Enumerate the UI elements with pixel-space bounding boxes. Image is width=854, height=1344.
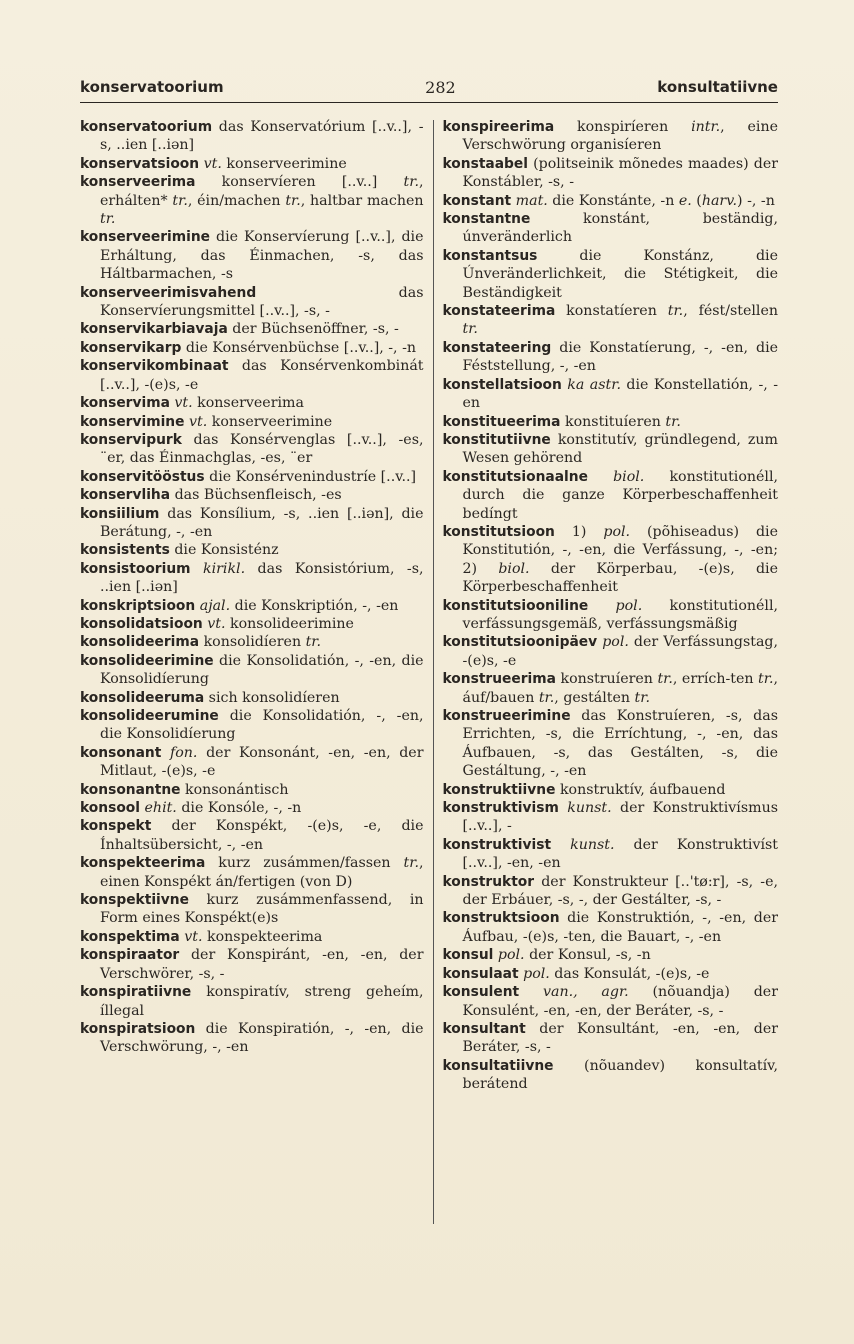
dictionary-entry [80, 394, 424, 412]
entry-headword: konsolideerima [80, 634, 200, 651]
entry-text: konserveerimine [207, 413, 333, 430]
entry-headword: konsul [442, 947, 494, 964]
dictionary-entry [80, 928, 424, 946]
dictionary-entry [443, 781, 779, 799]
entry-headword: konspiraator [80, 947, 180, 964]
dictionary-entry [80, 413, 424, 431]
entry-label: kunst. [570, 836, 615, 853]
entry-text: , einen Konspékt án/fertigen (von D) [100, 855, 424, 890]
entry-headword: konstitutsioon [442, 523, 555, 540]
dictionary-entry [80, 505, 424, 542]
dictionary-entry [443, 597, 779, 634]
entry-label: kirikl. [203, 560, 246, 577]
entry-text: der Konsultánt, -en, -en, der Beráter, -s, - [462, 1020, 778, 1056]
entry-label: tr. [634, 689, 650, 706]
entry-text [559, 800, 567, 816]
dictionary-entry [80, 173, 424, 228]
dictionary-entry [80, 1020, 424, 1057]
entry-text: die Konsisténz [169, 542, 279, 559]
dictionary-entry [443, 247, 779, 302]
left-guideword: konservatoorium [80, 78, 224, 96]
entry-headword: konsultatiivne [442, 1057, 554, 1074]
entry-label: tr. [403, 174, 419, 191]
entry-headword: konspekteerima [80, 855, 206, 872]
entry-headword: konsolidatsioon [80, 615, 203, 632]
entry-headword: konspektima [80, 928, 180, 945]
entry-text: die Konsérvenbüchse [..v..], -, -n [181, 339, 417, 356]
entry-label: tr. [285, 192, 301, 209]
entry-label: tr. [305, 634, 322, 651]
entry-text: das Konsulát, -(e)s, -e [549, 965, 710, 982]
entry-headword: konspekt [80, 818, 152, 835]
entry-label: vt. [174, 395, 193, 412]
entry-headword: konsolideerimine [80, 652, 214, 669]
dictionary-entry [80, 891, 424, 928]
header-rule [80, 102, 778, 103]
dictionary-entry [443, 523, 779, 597]
entry-label: kunst. [567, 800, 612, 817]
entry-headword: konstitutsiooniline [442, 597, 589, 614]
entry-text: konspekteerima [202, 928, 323, 945]
entry-text: der Büchsenöffner, -s, - [227, 321, 399, 338]
entry-text: konserveerimine [221, 155, 347, 172]
entry-label: harv. [701, 192, 738, 209]
entry-label: fon. [170, 744, 198, 761]
dictionary-entry [443, 873, 779, 910]
dictionary-entry [80, 744, 424, 781]
dictionary-entry [443, 633, 779, 670]
dictionary-entry [80, 431, 424, 468]
entry-label: intr. [691, 119, 721, 135]
entry-text: , éin/machen [187, 192, 286, 209]
dictionary-entry [80, 854, 424, 891]
entry-text [588, 598, 615, 614]
dictionary-entry [443, 983, 779, 1020]
entry-text: konserveerima [192, 395, 304, 412]
entry-text: 1) [554, 523, 604, 540]
entry-headword: konstitueerima [442, 413, 561, 430]
entry-label: pol. [523, 965, 550, 982]
entry-text: die Konsóle, -, -n [176, 800, 302, 817]
entry-headword: konservatsioon [80, 155, 200, 172]
entry-text: , haltbar machen [300, 192, 424, 209]
entry-label: mat. [515, 192, 548, 209]
entry-text: der Konstruktivísmus [..v..], - [462, 800, 778, 835]
entry-label: biol. [613, 468, 645, 485]
entry-text: , errích-ten [672, 671, 759, 688]
entry-text: der Konstrukteur [..'tø:r], -s, -e, der Erbáuer, -s, -, der Gestálter, -s, - [462, 873, 778, 909]
dictionary-entry [443, 670, 779, 707]
entry-headword: konspektiivne [80, 892, 189, 909]
entry-headword: konstateering [442, 339, 552, 356]
entry-text: die Konstellatión, -, -en [462, 376, 778, 412]
entry-label: van., agr. [542, 984, 629, 1001]
right-column [443, 118, 779, 1224]
entry-headword: konservitööstus [80, 468, 205, 485]
entry-text [588, 469, 613, 485]
right-guideword: konsultatiivne [657, 78, 778, 96]
dictionary-entry [80, 284, 424, 321]
entry-text [191, 561, 203, 577]
entry-label: tr. [538, 689, 555, 706]
entry-text: konstituíeren [560, 413, 666, 430]
dictionary-entry [443, 946, 779, 964]
entry-text: die Konstatíerung, -, -en, die Féststellung, -, -en [462, 339, 778, 375]
entry-headword: konstitutsioonipäev [442, 634, 598, 651]
entry-headword: konspireerima [442, 119, 555, 135]
entry-headword: konspiratsioon [80, 1020, 196, 1037]
page-header [80, 76, 778, 98]
entry-text: konservíeren [..v..] [195, 174, 404, 191]
entry-text: das Konservatórium [..v..], -s, ..ien [..iən] [100, 119, 424, 154]
entry-label: ka astr. [567, 376, 621, 393]
dictionary-entry [80, 228, 424, 283]
dictionary-entry [443, 909, 779, 946]
entry-text: der Konspékt, -(e)s, -e, die Ínhaltsübersicht, -, -en [100, 818, 424, 853]
entry-text: konstitutív, gründlegend, zum Wesen gehörend [462, 431, 778, 467]
entry-label: tr. [100, 211, 116, 228]
entry-label: ajal. [199, 597, 231, 614]
entry-headword: konsistents [80, 542, 170, 559]
entry-text [551, 837, 570, 853]
dictionary-entry [443, 799, 779, 836]
dictionary-entry [80, 817, 424, 854]
entry-headword: konsulaat [442, 965, 519, 982]
left-column [80, 118, 424, 1224]
entry-text: die Konservíerung [..v..], die Erháltung, das Éinmachen, -s, das Háltbarmachen, -s [100, 229, 424, 283]
dictionary-entry [80, 689, 424, 707]
entry-headword: konstruktor [442, 873, 535, 890]
entry-text: konspiríeren [554, 119, 692, 135]
entry-text: der Konstruktivíst [..v..], -en, -en [462, 836, 778, 872]
dictionary-entry [80, 633, 424, 651]
entry-text: , erhálten* [100, 174, 424, 209]
dictionary-entry [443, 192, 779, 210]
entry-label: pol. [603, 523, 631, 540]
entry-text: der Konsonánt, -en, -en, der Mitlaut, -(e)s, -e [100, 744, 424, 780]
entry-label: vt. [189, 413, 208, 430]
entry-headword: konstitutiivne [442, 431, 551, 448]
entry-headword: konstruktsioon [442, 910, 560, 927]
entry-headword: konstant [442, 192, 512, 209]
entry-text: konstitutionéll, durch die ganze Körperbeschaffenheit bedíngt [462, 468, 778, 522]
dictionary-entry [443, 965, 779, 983]
entry-headword: konsultant [442, 1020, 526, 1037]
dictionary-entry [80, 799, 424, 817]
entry-headword: konstateerima [442, 303, 556, 320]
dictionary-entry [443, 118, 779, 155]
entry-headword: konserveerimisvahend [80, 284, 257, 301]
entry-headword: konsulent [442, 984, 520, 1001]
entry-text: (politseinik mõnedes maades) der Konstábler, -s, - [462, 155, 778, 191]
entry-text: , áuf/bauen [462, 671, 778, 706]
entry-headword: konstantne [442, 211, 531, 228]
entry-headword: konsonantne [80, 781, 181, 798]
entry-headword: konstrueerimine [442, 708, 571, 724]
entry-text: der Konspiránt, -en, -en, der Verschwörer, -s, - [100, 947, 424, 982]
page-number: 282 [425, 77, 456, 97]
entry-columns [80, 118, 778, 1224]
entry-text: , eine Verschwörung organisíeren [462, 119, 778, 154]
dictionary-entry [80, 486, 424, 504]
entry-text: das Konsérvenglas [..v..], -es, ¨er, das Éinmachglas, -es, ¨er [100, 431, 424, 467]
dictionary-entry [443, 155, 779, 192]
entry-text: die Konstánte, -n [547, 192, 679, 209]
entry-headword: konstantsus [442, 247, 538, 264]
entry-headword: konstruktiivne [442, 781, 556, 798]
entry-text: konstruktív, áufbauend [555, 781, 726, 798]
entry-text: konsonántisch [180, 781, 289, 798]
entry-text: die Konsolidatión, -, -en, die Konsolidíerung [100, 708, 424, 743]
entry-headword: konstruktivist [442, 836, 552, 853]
entry-text: das Konsistórium, -s, ..ien [..iən] [100, 560, 424, 596]
entry-text: das Konsérvenkombinát [..v..], -(e)s, -e [100, 358, 424, 393]
entry-headword: konsolideeruma [80, 689, 205, 706]
entry-text [161, 745, 170, 761]
dictionary-entry [80, 597, 424, 615]
entry-headword: konstrueerima [442, 671, 556, 688]
dictionary-entry [443, 836, 779, 873]
entry-headword: konsonant [80, 744, 162, 761]
entry-text: , gestálten [554, 689, 635, 706]
dictionary-entry [443, 1020, 779, 1057]
entry-headword: konstaabel [442, 155, 528, 172]
dictionary-entry [80, 615, 424, 633]
entry-label: tr. [657, 671, 673, 688]
entry-headword: konsool [80, 800, 141, 817]
entry-text: sich konsolidíeren [204, 689, 340, 706]
dictionary-entry [80, 357, 424, 394]
entry-label: pol. [615, 597, 643, 614]
dictionary-entry [80, 983, 424, 1020]
entry-headword: konservima [80, 395, 170, 412]
entry-text: konsolidíeren [199, 634, 306, 651]
entry-headword: konservikombinaat [80, 358, 229, 375]
entry-headword: konservatoorium [80, 119, 213, 135]
entry-headword: konsolideerumine [80, 708, 219, 724]
entry-label: pol. [602, 634, 629, 651]
dictionary-entry [443, 376, 779, 413]
entry-text: konspiratív, streng geheím, íllegal [100, 984, 424, 1019]
column-divider [433, 120, 434, 1224]
entry-headword: konspiratiivne [80, 984, 192, 1001]
dictionary-entry [443, 302, 779, 339]
entry-headword: konservikarp [80, 339, 182, 356]
entry-text: die Konskriptión, -, -en [230, 597, 399, 614]
dictionary-entry [443, 210, 779, 247]
dictionary-entry [80, 155, 424, 173]
entry-text: , fést/stellen [683, 303, 778, 320]
entry-text: das Konstruíeren, -s, das Errichten, -s, die Erríchtung, -, -en, das Áufbauen, -s, das Gestálten, -s, die Gestáltung, -, -en [462, 708, 778, 780]
dictionary-entry [80, 560, 424, 597]
entry-text: ) -, -n [737, 192, 775, 209]
entry-text: der Verfássungstag, -(e)s, -e [462, 634, 778, 669]
entry-label: ehit. [144, 800, 177, 817]
entry-text: die Konsérvenindustríe [..v..] [204, 468, 417, 485]
entry-text: kurz zusámmenfassend, in Form eines Konspékt(e)s [100, 892, 424, 927]
dictionary-entry [80, 339, 424, 357]
entry-text [519, 984, 543, 1000]
entry-text: kurz zusámmen/fassen [205, 855, 404, 872]
entry-label: tr. [403, 855, 419, 872]
entry-headword: konstellatsioon [442, 376, 562, 393]
dictionary-entry [80, 118, 424, 155]
entry-text: (nõuandev) konsultatív, berátend [462, 1057, 778, 1093]
entry-text: ( [691, 192, 702, 209]
entry-text: konstánt, beständig, únveränderlich [462, 211, 778, 246]
entry-headword: konservimine [80, 413, 185, 430]
dictionary-entry [80, 946, 424, 983]
entry-text: konstatíeren [555, 303, 668, 320]
entry-headword: konsiilium [80, 505, 160, 522]
entry-label: e. [678, 192, 692, 209]
entry-label: vt. [184, 928, 203, 945]
entry-label: tr. [667, 303, 684, 320]
dictionary-entry [443, 468, 779, 523]
entry-headword: konserveerimine [80, 229, 211, 246]
dictionary-entry [443, 413, 779, 431]
entry-text: das Konservíerungsmittel [..v..], -s, - [100, 284, 424, 320]
dictionary-entry [80, 541, 424, 559]
entry-text: konsolideerimine [225, 615, 354, 632]
entry-text: das Büchsenfleisch, -es [170, 487, 342, 504]
entry-text: die Konspiratión, -, -en, die Verschwörung, -, -en [100, 1020, 424, 1056]
dictionary-entry [443, 1057, 779, 1094]
entry-label: tr. [758, 671, 774, 688]
dictionary-entry [80, 652, 424, 689]
entry-headword: konsistoorium [80, 560, 191, 577]
entry-label: tr. [665, 413, 681, 430]
entry-headword: konstruktivism [442, 800, 559, 817]
entry-text: konstruíeren [555, 671, 658, 688]
entry-text: die Konstánz, die Únveränderlichkeit, die Stétigkeit, die Beständigkeit [462, 247, 778, 301]
dictionary-entry [443, 707, 779, 781]
entry-label: pol. [497, 947, 525, 964]
entry-label: biol. [498, 560, 530, 577]
entry-text: die Konstruktión, -, -en, der Áufbau, -(e)s, -ten, die Bauart, -, -en [462, 910, 778, 945]
entry-label: vt. [207, 615, 226, 632]
entry-headword: konservikarbiavaja [80, 321, 228, 338]
entry-headword: konskriptsioon [80, 597, 196, 614]
entry-label: tr. [462, 321, 478, 338]
entry-text: der Konsul, -s, -n [524, 947, 651, 964]
dictionary-entry [443, 339, 779, 376]
entry-headword: konstitutsionaalne [442, 468, 588, 485]
dictionary-entry [80, 707, 424, 744]
entry-headword: konservliha [80, 487, 171, 504]
entry-label: vt. [203, 155, 222, 172]
dictionary-entry [80, 468, 424, 486]
entry-text: konstitutionéll, verfássungsgemäß, verfássungsmäßig [462, 597, 778, 632]
entry-text: das Konsílium, -s, ..ien [..iən], die Berátung, -, -en [100, 505, 424, 540]
entry-headword: konserveerima [80, 174, 196, 191]
dictionary-entry [80, 781, 424, 799]
entry-text: die Konsolidatión, -, -en, die Konsolidíerung [100, 652, 424, 688]
entry-headword: konservipurk [80, 431, 182, 448]
entry-text: (nõuandja) der Konsulént, -en, -en, der Beráter, -s, - [462, 984, 778, 1019]
entry-label: tr. [172, 192, 188, 209]
entry-text: (põhiseadus) die Konstitutión, -, -en, die Verfássung, -, -en; 2) [462, 523, 778, 577]
dictionary-entry [80, 320, 424, 338]
entry-text: der Körperbau, -(e)s, die Körperbeschaffenheit [462, 560, 778, 596]
dictionary-entry [443, 431, 779, 468]
